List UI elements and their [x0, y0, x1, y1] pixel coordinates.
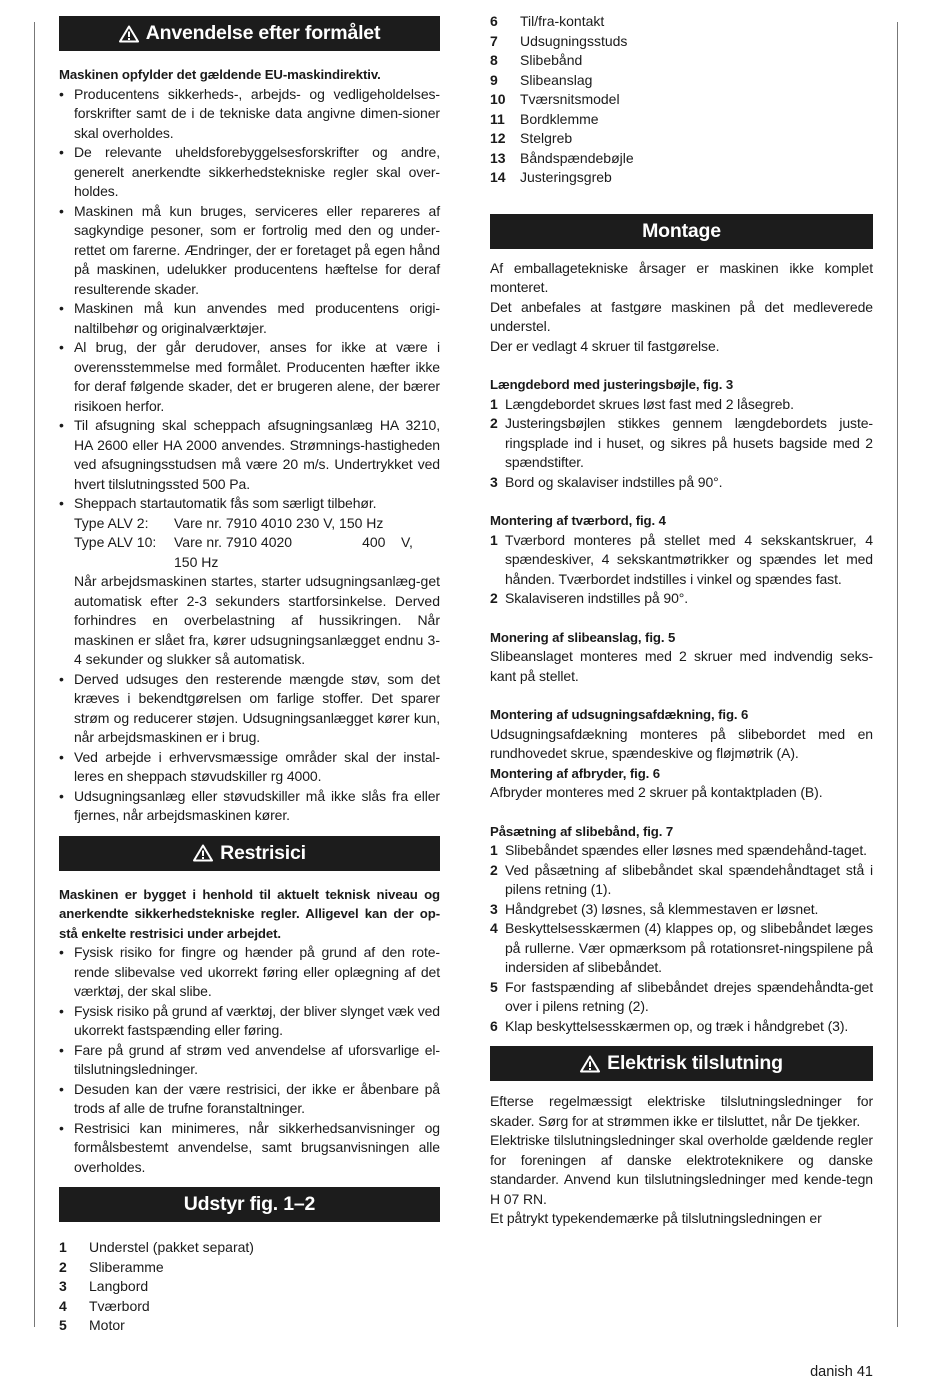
type-label: Type ALV 10: [74, 534, 157, 550]
startauto-text: Når arbejdsmaskinen startes, starter udsugningsanlæg-get automatisk efter 2-3 sekunders startforsinkelse. Derved forhindres en overbelastning af hussikringen. Når maskinen er slået fra, kører udsugningsanlægget endnu 3-4 sekunder og slukker så automatisk. [74, 573, 440, 667]
list-item: • Desuden kan der være restrisici, der ikke er åbenbare på trods af alle de trufne foranstaltninger. [59, 1080, 440, 1119]
subheading: Monering af slibeanslag, fig. 5 [490, 629, 676, 645]
left-column [59, 12, 440, 1336]
type-value: Vare nr. 7910 4010 230 V, 150 Hz [174, 514, 384, 531]
intro-text: Maskinen er bygget i henhold til aktuelt teknisk niveau og anerkendte sikkerhedstekniske regler. Alligevel kan der op-stå enkelte restrisici under arbejdet. [59, 886, 440, 941]
bullet-list [59, 670, 440, 826]
list-item: 11 Bordklemme [490, 110, 599, 127]
paragraph: Udsugningsafdækning monteres på slibebordet med en rundhovedet skrue, spændeskive og fløjmøtrik (A). [490, 725, 873, 761]
list-item: 1 Understel (pakket separat) [59, 1239, 254, 1255]
subheading: Montering af afbryder, fig. 6 [490, 765, 661, 781]
section-header-restrisici [59, 836, 440, 871]
warning-triangle-icon [193, 844, 213, 862]
list-item: 2 Ved påsætning af slibebåndet skal spændehåndtaget stå i pilens retning (1). [490, 861, 873, 897]
intro-text: Maskinen opfylder det gældende EU-maskindirektiv. [59, 67, 381, 82]
numbered-list [490, 395, 873, 493]
list-item: 1 Tværbord monteres på stellet med 4 sekskantskruer, 4 spændeskiver, 4 sekskantmøtrikker og spændes let med hånden. Tværbordet indstilles i vinkel og spændes fast. [490, 531, 873, 587]
parts-list [490, 12, 873, 188]
page-number: danish 41 [810, 1364, 873, 1380]
list-item: 3 Langbord [59, 1278, 149, 1294]
paragraph: Det anbefales at fastgøre maskinen på det medleverede understel. [490, 298, 873, 334]
type-value: Vare nr. 7910 4020 400 V, 150 Hz [174, 534, 417, 570]
list-item: 6 Til/fra-kontakt [490, 13, 605, 29]
numbered-list [490, 841, 873, 1036]
list-item: • Al brug, der går derudover, anses for ikke at være i overensstemmelse med formålet. Producenten hæfter ikke for deraf følgende skader, det er brugeren alene, der bærer risikoen herfor. [59, 338, 440, 416]
section-title: Udstyr fig. 1–2 [183, 1193, 316, 1215]
section-header-montage [490, 214, 873, 249]
list-item: • Restrisici kan minimeres, når sikkerhedsanvisninger og formålsbestemt anvendelse, samt brugsanvisningen alle overholdes. [59, 1119, 440, 1178]
list-item: 3 Håndgrebet (3) løsnes, så klemmestaven er løsnet. [490, 900, 819, 917]
list-item: 2 Justeringsbøjlen stikkes gennem længdebordets juste-ringsplade ind i huset, og sikres på husets bagside med 2 spændstifter. [490, 415, 873, 470]
list-item: • Maskinen må kun bruges, serviceres eller repareres af sagkyndige pesoner, som er fortrolig med den og under-rettet om farerne. Ændringer, der er foretaget på egen hånd på maskinen, udelukker producentens hæftelse for deraf resulterende skader. [59, 202, 440, 300]
paragraph: Et påtrykt typekendemærke på tilslutningsledningen er [490, 1210, 822, 1226]
list-item: • De relevante uheldsforebyggelsesforskrifter og andre, generelt anerkendte sikkerhedstekniske regler skal over-holdes. [59, 143, 440, 202]
list-item: • Fare på grund af strøm ved anvendelse af uforsvarlige el-tilslutningsledninger. [59, 1041, 440, 1080]
parts-list [59, 1238, 440, 1336]
list-item: 7 Udsugningsstuds [490, 32, 628, 49]
list-item: 1 Længdebordet skrues løst fast med 2 låsegreb. [490, 395, 794, 412]
list-item: 14 Justeringsgreb [490, 169, 612, 185]
list-item: 3 Bord og skalaviser indstilles på 90°. [490, 473, 723, 490]
list-item: 5 Motor [59, 1317, 125, 1333]
type-label: Type ALV 2: [74, 514, 149, 531]
section-title: Elektrisk tilslutning [607, 1052, 783, 1074]
list-item: • Derved udsuges den resterende mængde støv, som det kræves i bekendtgørelsen om farlige stoffer. Det sparer strøm og reducerer støjen. Udsugningsanlægget kører kun, når arbejdsmaskinen er i brug. [59, 670, 440, 748]
paragraph: Slibeanslaget monteres med 2 skruer med indvendig seks-kant på stellet. [490, 648, 873, 684]
bullet-list [59, 943, 440, 1177]
list-item: 9 Slibeanslag [490, 71, 593, 88]
list-item: • Sheppach startautomatik fås som særligt tilbehør. [59, 494, 440, 514]
list-item: • Producentens sikkerheds-, arbejds- og vedligeholdelses-forskrifter samt de i de tekniske data angivne dimen-sioner skal overholdes. [59, 85, 440, 144]
right-column [490, 12, 873, 1229]
subheading: Påsætning af slibebånd, fig. 7 [490, 823, 674, 839]
list-item: • Fysisk risiko for fingre og hænder på grund af den rote-rende slibevalse ved ukorrekt føring eller oplægning af det værktøj, der skal slibe. [59, 943, 440, 1002]
list-item: 8 Slibebånd [490, 52, 583, 68]
list-item: 2 Sliberamme [59, 1258, 164, 1275]
list-item: 5 For fastspænding af slibebåndet drejes spændehåndta-get over i pilens retning (2). [490, 978, 873, 1014]
paragraph: Elektriske tilslutningsledninger skal overholde gældende regler for foreningen af danske elektroteknikere og danske standarder. Anvend kun tilslutningsledninger med kende-tegn H 07 RN. [490, 1132, 873, 1207]
list-item: 13 Båndspændebøjle [490, 149, 634, 166]
list-item: • Maskinen må kun anvendes med producentens origi-naltilbehør og originalværktøjer. [59, 299, 440, 338]
section-title: Montage [642, 219, 721, 242]
paragraph: Efterse regelmæssigt elektriske tilslutningsledninger for skader. Sørg for at strømmen ikke er tilsluttet, når De tjekker. [490, 1093, 873, 1129]
list-item: 1 Slibebåndet spændes eller løsnes med spændehånd-taget. [490, 842, 867, 858]
margin-rule-right [897, 22, 898, 1327]
warning-triangle-icon [119, 25, 139, 43]
list-item: 4 Beskyttelsesskærmen (4) klappes op, og slibebåndet læges på rullerne. Vær opmærksom på rotationsret-ningspilene på indersiden af slibebåndet. [490, 920, 873, 975]
type-line [59, 533, 440, 572]
paragraph: Af emballagetekniske årsager er maskinen ikke komplet monteret. [490, 259, 873, 295]
warning-triangle-icon [580, 1055, 600, 1073]
paragraph: Der er vedlagt 4 skruer til fastgørelse. [490, 337, 720, 354]
margin-rule-left [34, 22, 35, 1327]
subheading: Montering af udsugningsafdækning, fig. 6 [490, 707, 749, 722]
bullet-list [59, 85, 440, 514]
list-item: • Til afsugning skal scheppach afsugningsanlæg HA 3210, HA 2600 eller HA 2000 anvendes. Strømnings-hastigheden ved afsugningsstudsen må være 20 m/s. Undertrykket ved hvert tilslutningssted 500 Pa. [59, 416, 440, 494]
list-item: • Udsugningsanlæg eller støvudskiller må ikke slås fra eller fjernes, når arbejdsmaskinen kører. [59, 787, 440, 826]
section-header-elektrisk [490, 1046, 873, 1081]
section-title: Restrisici [220, 841, 306, 864]
section-header-udstyr [59, 1187, 440, 1222]
type-line [59, 514, 440, 534]
subheading: Montering af tværbord, fig. 4 [490, 513, 666, 528]
list-item: 4 Tværbord [59, 1297, 150, 1314]
section-title: Anvendelse efter formålet [145, 22, 381, 44]
list-item: • Fysisk risiko på grund af værktøj, der bliver slynget væk ved ukorrekt fastspænding eller føring. [59, 1002, 440, 1041]
list-item: 2 Skalaviseren indstilles på 90°. [490, 590, 689, 606]
list-item: • Ved arbejde i erhvervsmæssige områder skal der instal-leres en sheppach støvudskiller rg 4000. [59, 748, 440, 787]
paragraph: Afbryder monteres med 2 skruer på kontaktpladen (B). [490, 784, 823, 800]
list-item: 6 Klap beskyttelsesskærmen op, og træk i håndgrebet (3). [490, 1017, 849, 1034]
numbered-list [490, 531, 873, 609]
list-item: 12 Stelgreb [490, 130, 573, 146]
subheading: Længdebord med justeringsbøjle, fig. 3 [490, 377, 734, 392]
section-header-anvendelse [59, 16, 440, 51]
list-item: 10 Tværsnitsmodel [490, 91, 620, 107]
